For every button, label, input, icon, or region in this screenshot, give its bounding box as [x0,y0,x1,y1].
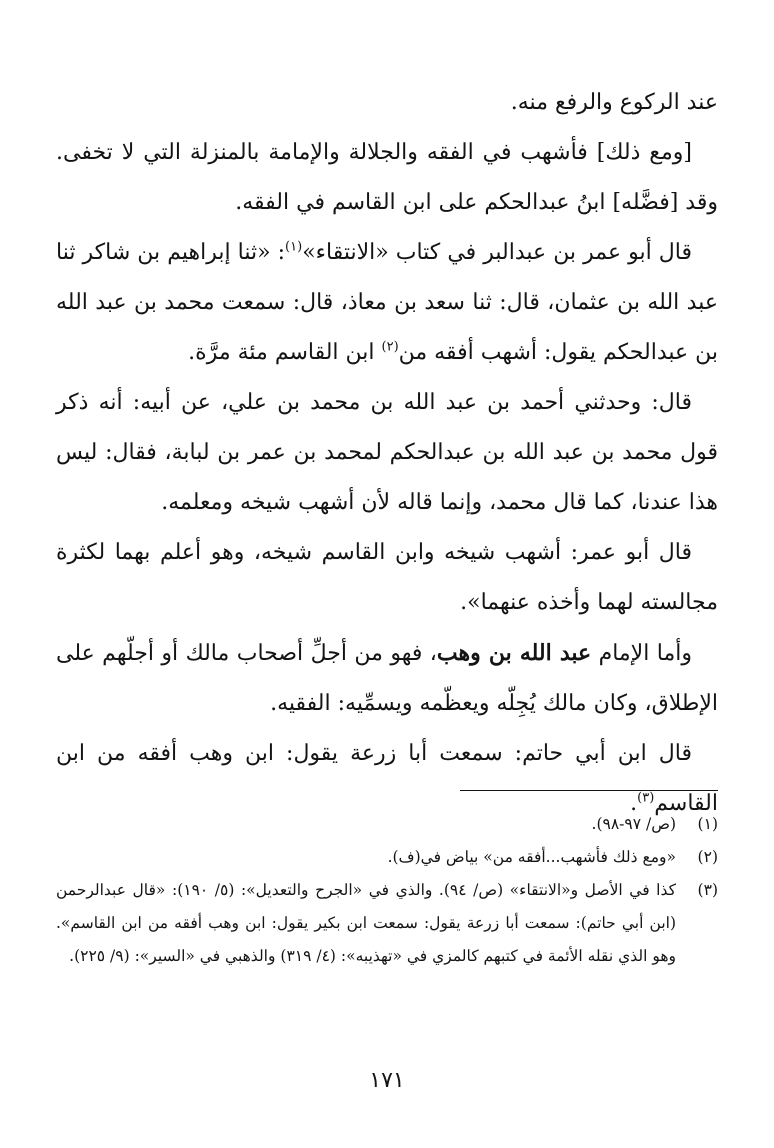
page-number: ١٧١ [369,1068,405,1093]
text-run: ، فهو من أجلِّ أصحاب مالك أو أجلّهم على الإطلاق، وكان مالك يُجِلّه ويعظّمه ويسمِّيه: الفقيه. [56,641,718,716]
footnote-text: (ص/ ٩٧-٩٨). [591,815,676,833]
paragraph [56,78,718,128]
text-run: قال أبو عمر بن عبدالبر في كتاب «الانتقاء» [302,240,692,265]
paragraph [56,228,718,378]
footnote-ref: (١) [285,239,303,255]
text-run: : «ثنا إبراهيم بن شاكر ثنا عبد الله بن عثمان، قال: ثنا سعد بن معاذ، قال: سمعت محمد بن عبد الله بن عبدالحكم يقول: أشهب أفقه من [56,240,718,365]
footnote [56,841,718,874]
text-run: [ومع ذلك] فأشهب في الفقه والجلالة والإمامة بالمنزلة التي لا تخفى. وقد [فضَّله] ابنُ عبدالحكم على ابن القاسم في الفقه. [56,140,718,215]
paragraph [56,628,718,729]
text-run: . [630,791,638,816]
paragraph [56,128,718,228]
footnote-number: (١) [697,815,718,833]
footnote [56,874,718,973]
footnote [56,808,718,841]
footnote-ref: (٢) [381,339,399,355]
footnote-ref: (٣) [637,790,655,806]
footnote-text: «ومع ذلك فأشهب...أفقه من» بياض في(ف). [387,848,676,866]
paragraph [56,378,718,528]
text-run: ابن القاسم مئة مرَّة. [188,340,382,365]
footnote-text: كذا في الأصل و«الانتقاء» (ص/ ٩٤). والذي في «الجرح والتعديل»: (٥/ ١٩٠): «قال عبدالرحمن (ابن أبي حاتم): سمعت أبا زرعة يقول: سمعت ابن بكير يقول: ابن وهب أفقه من ابن القاسم». وهو الذي نقله الأئمة في كتبهم كالمزي في «تهذيبه»: (٤/ ٣١٩) والذهبي في «السير»: (٩/ ٢٢٥). [56,881,676,965]
text-run: قال: وحدثني أحمد بن عبد الله بن محمد بن علي، عن أبيه: أنه ذكر قول محمد بن عبد الله بن عبدالحكم لمحمد بن عمر بن لبابة، فقال: ليس هذا عندنا، كما قال محمد، وإنما قاله لأن أشهب شيخه ومعلمه. [56,390,718,515]
text-run: عند الركوع والرفع منه. [510,90,718,115]
text-run: قال ابن أبي حاتم: سمعت أبا زرعة يقول: ابن وهب أفقه من ابن القاسم [56,741,718,816]
paragraph [56,528,718,628]
footnote-divider [460,790,718,791]
bold-name: عبد الله بن وهب [436,640,592,666]
footnote-number: (٣) [697,881,718,899]
main-text [56,78,718,829]
footnotes [56,808,718,973]
text-run: قال أبو عمر: أشهب شيخه وابن القاسم شيخه، وهو أعلم بهما لكثرة مجالسته لهما وأخذه عنهما». [56,540,718,615]
footnote-number: (٢) [697,848,718,866]
text-run: وأما الإمام [591,641,693,666]
